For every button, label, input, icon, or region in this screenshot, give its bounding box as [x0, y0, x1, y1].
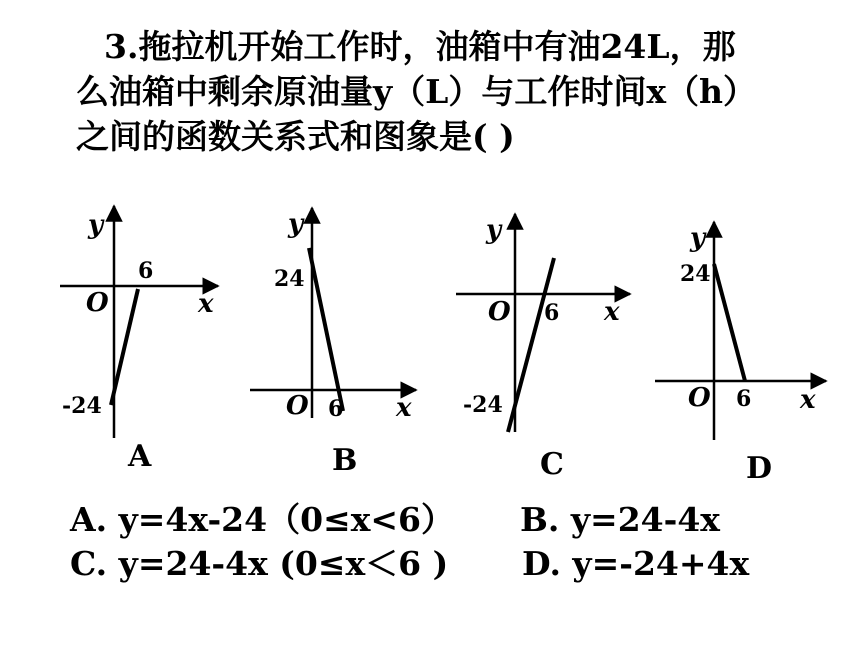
graph-d-origin: O: [688, 383, 711, 413]
graph-d: [655, 222, 826, 486]
graph-a-mark-neg24: -24: [62, 393, 102, 419]
option-d[interactable]: D. y=-24+4x: [522, 544, 750, 583]
question-line-2: 么油箱中剩余原油量y（L）与工作时间x（h）: [76, 72, 757, 111]
graph-c-y-var: y: [486, 215, 502, 245]
graph-c: [456, 214, 630, 482]
graph-b-y-var: y: [288, 209, 304, 239]
option-b[interactable]: B. y=24-4x: [520, 500, 720, 539]
graph-b-mark-6: 6: [328, 396, 344, 422]
graph-d-mark-6: 6: [736, 386, 752, 412]
graph-d-y-var: y: [690, 223, 706, 253]
graph-d-x-var: x: [800, 385, 816, 415]
graph-b-mark-24: 24: [274, 266, 305, 292]
graph-b: [250, 208, 416, 478]
graph-c-mark-6: 6: [544, 300, 560, 326]
graph-b-origin: O: [286, 391, 309, 421]
graph-a-origin: O: [86, 288, 109, 318]
option-c[interactable]: C. y=24-4x (0≤x＜6 ): [70, 544, 449, 583]
graph-b-function-line: [309, 248, 343, 411]
graph-a: [60, 206, 218, 474]
option-a[interactable]: A. y=4x-24（0≤x<6）: [70, 500, 454, 539]
graph-a-x-var: x: [198, 289, 214, 319]
graph-a-label: A: [128, 439, 152, 474]
graph-d-mark-24: 24: [680, 261, 711, 287]
graph-d-function-line: [714, 264, 745, 381]
graph-a-mark-6: 6: [138, 258, 154, 284]
graph-b-label: B: [332, 443, 358, 478]
graph-c-mark-neg24: -24: [463, 392, 503, 418]
graph-c-origin: O: [488, 297, 511, 327]
question-line-3: 之间的函数关系式和图象是( ): [76, 117, 515, 156]
question-line-1: 3.拖拉机开始工作时，油箱中有油24L，那: [104, 27, 736, 66]
graph-c-x-var: x: [604, 297, 620, 327]
graph-c-label: C: [540, 447, 564, 482]
graph-b-x-var: x: [396, 393, 412, 423]
graph-a-y-var: y: [88, 210, 104, 240]
graph-d-label: D: [746, 451, 773, 486]
